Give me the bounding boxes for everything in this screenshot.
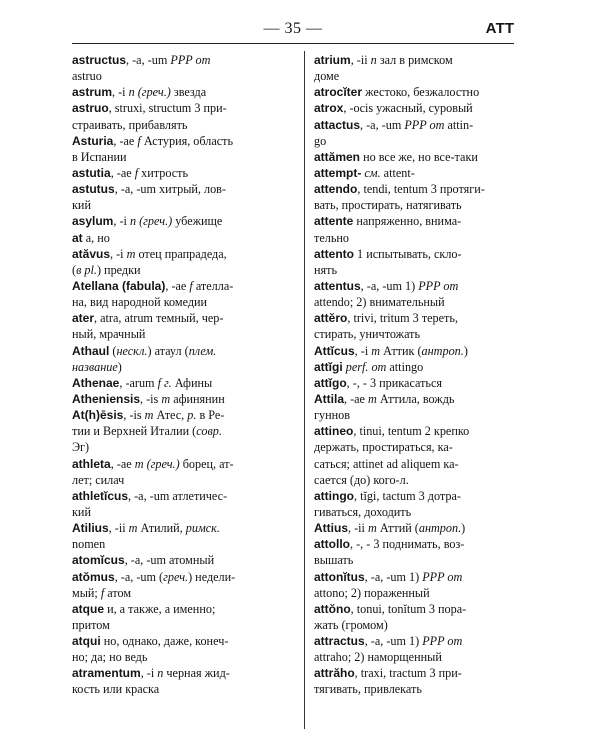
headword: Attĭcus [314, 343, 355, 358]
definition-text: , -ae [110, 165, 135, 180]
definition-text: attent- [380, 165, 415, 180]
dictionary-line [314, 149, 526, 165]
definition-text: , -ii [108, 521, 129, 536]
headword: attactus [314, 117, 361, 132]
definition-text: лет; силач [72, 472, 125, 487]
dictionary-line [314, 278, 526, 294]
grammar-label: m (греч.) [134, 456, 180, 471]
definition-text: , -a, -um хитрый, лов- [114, 182, 226, 197]
grammar-label: n [370, 53, 377, 67]
dictionary-line [72, 133, 296, 149]
definition-text: ) предки [96, 262, 141, 277]
grammar-label: римск. [185, 521, 220, 536]
definition-text: Астурия, область [140, 133, 234, 148]
dictionary-line [314, 262, 526, 278]
dictionary-line [314, 84, 526, 100]
definition-text: , -a, -um 1) [360, 278, 419, 293]
headword: atqui [72, 634, 101, 649]
dictionary-line [72, 504, 296, 520]
grammar-label: f [100, 585, 105, 600]
grammar-label: см. [364, 165, 381, 180]
dictionary-line [72, 117, 296, 133]
headword: astrum [72, 85, 113, 100]
dictionary-line [314, 68, 526, 84]
headword: asylum [72, 214, 114, 229]
dictionary-line [314, 488, 526, 504]
dictionary-line [314, 456, 526, 472]
definition-text: гуннов [314, 408, 350, 423]
definition-text: сается (до) кого-л. [314, 472, 409, 487]
header-rule [72, 43, 514, 44]
definition-text: , -a, -um [360, 117, 405, 132]
definition-text: ) [117, 359, 122, 374]
definition-text: , trivi, tritum 3 тереть, [347, 311, 458, 326]
definition-text: жать (громом) [314, 617, 388, 632]
definition-text: , tinui, tentum 2 крепко [353, 424, 470, 439]
headword: astutia [72, 165, 111, 180]
dictionary-line [72, 310, 296, 326]
grammar-label: n (греч.) [129, 214, 173, 229]
definition-text: , -a, -um атомный [124, 553, 215, 568]
definition-text: , -a, -um атлетичес- [128, 488, 228, 503]
dictionary-line [314, 181, 526, 197]
headword: Atilius [72, 521, 109, 536]
definition-text: , -a, -um 1) [364, 634, 423, 649]
headword: atomĭcus [72, 553, 125, 568]
headword: attollo [314, 537, 350, 552]
headword: atramentum [72, 666, 141, 681]
dictionary-line [72, 552, 296, 568]
definition-text: стирать, уничтожать [314, 327, 421, 342]
grammar-label: f [137, 133, 141, 148]
dictionary-line [314, 439, 526, 455]
headword: at [72, 230, 83, 245]
headword: Athaul [72, 343, 110, 358]
definition-text: убежище [172, 214, 223, 229]
dictionary-line [72, 439, 296, 455]
grammar-label: плем. [188, 343, 217, 358]
dictionary-line [314, 504, 526, 520]
dictionary-line [314, 100, 526, 116]
definition-text: , -ocis ужасный, суровый [343, 101, 473, 116]
definition-text: тельно [314, 230, 349, 245]
headword: attŏno [314, 601, 351, 616]
definition-text: на, вид народной комедии [72, 295, 208, 310]
definition-text: кость или краска [72, 682, 160, 697]
dictionary-line [314, 633, 526, 649]
definition-text: страивать, прибавлять [72, 117, 188, 132]
dictionary-line [72, 488, 296, 504]
definition-text: go [314, 133, 327, 148]
definition-text: , -, - 3 прикасаться [346, 375, 442, 390]
headword: At(h)ēsis [72, 408, 124, 423]
dictionary-line [72, 165, 296, 181]
definition-text: Афины [171, 375, 213, 390]
definition-text: держать, простираться, ка- [314, 440, 453, 455]
page-header [72, 20, 514, 42]
dictionary-line [314, 197, 526, 213]
dictionary-line [72, 407, 296, 423]
dictionary-line [72, 52, 296, 68]
dictionary-line [72, 391, 296, 407]
grammar-label: perf. от [345, 359, 387, 374]
dictionary-line [72, 536, 296, 552]
definition-text: Аттила, вождь [376, 391, 455, 406]
dictionary-line [314, 601, 526, 617]
grammar-label: m [161, 391, 171, 406]
definition-text: ателла- [192, 278, 234, 293]
headword: astructus [72, 53, 127, 67]
dictionary-line [314, 52, 526, 68]
dictionary-line [72, 423, 296, 439]
dictionary-line [314, 230, 526, 246]
definition-text: Аттий ( [376, 521, 419, 536]
dictionary-line [314, 133, 526, 149]
headword: Asturia [72, 133, 114, 148]
definition-text: Эг) [72, 440, 90, 455]
grammar-label: антроп. [418, 521, 462, 536]
definition-text: , -i [354, 343, 372, 358]
definition-text: , -ae [113, 133, 138, 148]
definition-text: афинянин [170, 391, 225, 406]
dictionary-line [72, 84, 296, 100]
dictionary-line [314, 552, 526, 568]
headword: attineo [314, 424, 354, 439]
headword: athleta [72, 456, 111, 471]
grammar-label: m [368, 391, 377, 406]
dictionary-line [72, 326, 296, 342]
dictionary-line [72, 472, 296, 488]
grammar-label: в pl. [76, 262, 97, 277]
definition-text: ный, мрачный [72, 327, 146, 342]
definition-text: саться; attinet ad aliquem ка- [314, 456, 459, 471]
grammar-label: PPP от [170, 53, 211, 67]
left-column [72, 52, 296, 698]
definition-text: , -, - 3 поднимать, воз- [350, 537, 465, 552]
headword: atrium [314, 53, 351, 67]
dictionary-line [72, 294, 296, 310]
headword: attractus [314, 634, 365, 649]
definition-text: attin- [444, 117, 474, 132]
running-head: АТТ [485, 20, 514, 37]
definition-text: , -ae [344, 391, 369, 406]
definition-text: ) недели- [188, 569, 236, 584]
definition-text: нять [314, 262, 338, 277]
headword: Atheniensis [72, 391, 141, 406]
dictionary-line [314, 310, 526, 326]
definition-text: мый; [72, 585, 101, 600]
dictionary-line [72, 246, 296, 262]
definition-text: вать, простирать, натягивать [314, 198, 462, 213]
definition-text: , -is [140, 391, 162, 406]
grammar-label: PPP от [418, 278, 459, 293]
definition-text: , -a, -um 1) [364, 569, 423, 584]
headword: attingo [314, 488, 354, 503]
definition-text: , tĭgi, tactum 3 дотра- [354, 488, 461, 503]
definition-text: жестоко, безжалостно [362, 85, 480, 100]
definition-text: , tendi, tentum 3 протяги- [357, 182, 485, 197]
definition-text: attendo; 2) внимательный [314, 295, 445, 310]
definition-text: но; да; но ведь [72, 650, 148, 665]
headword: Attius [314, 521, 348, 536]
definition-text: , -a, -um ( [114, 569, 164, 584]
dictionary-line [314, 520, 526, 536]
dictionary-line [72, 100, 296, 116]
grammar-label: n (греч.) [128, 85, 171, 100]
definition-text: , tonui, tonĭtum 3 пора- [350, 601, 467, 616]
headword: attentus [314, 278, 361, 293]
dictionary-line [72, 617, 296, 633]
grammar-label: m [367, 521, 377, 536]
dictionary-line [72, 649, 296, 665]
dictionary-line [314, 617, 526, 633]
grammar-label: PPP от [422, 569, 463, 584]
definition-text: , -i [140, 666, 158, 681]
dictionary-line [72, 665, 296, 681]
dictionary-line [72, 197, 296, 213]
grammar-label: f г. [157, 375, 172, 390]
headword: atrox [314, 101, 344, 116]
dictionary-line [314, 423, 526, 439]
dictionary-line [72, 601, 296, 617]
dictionary-line [314, 294, 526, 310]
definition-text: зал в римском [376, 53, 453, 67]
dictionary-line [314, 407, 526, 423]
dictionary-line [72, 359, 296, 375]
definition-text: но все же, но все-таки [360, 149, 478, 164]
definition-text: , -ae [165, 278, 190, 293]
definition-text: attingo [386, 359, 424, 374]
right-column [314, 52, 526, 698]
headword: attĭgi [314, 359, 343, 374]
definition-text: а, но [82, 230, 110, 245]
definition-text: тии и Верхней Италии ( [72, 424, 197, 439]
dictionary-line [314, 375, 526, 391]
dictionary-line [314, 246, 526, 262]
definition-text: борец, ат- [179, 456, 234, 471]
headword: Atellana (fabula) [72, 278, 166, 293]
grammar-label: m [371, 343, 381, 358]
dictionary-line [314, 117, 526, 133]
column-divider [304, 51, 305, 729]
grammar-label: m [128, 521, 138, 536]
definition-text: ( [72, 262, 77, 277]
definition-text: тягивать, привлекать [314, 682, 422, 697]
definition-text: , atra, atrum темный, чер- [94, 311, 224, 326]
dictionary-line [72, 633, 296, 649]
dictionary-line [72, 213, 296, 229]
definition-text: ) [463, 343, 468, 358]
dictionary-line [72, 520, 296, 536]
definition-text: звезда [170, 85, 207, 100]
headword: ater [72, 311, 95, 326]
definition-text: , -ae [110, 456, 135, 471]
dictionary-line [72, 681, 296, 697]
headword: Attila [314, 391, 344, 406]
dictionary-line [314, 213, 526, 229]
headword: astruo [72, 101, 109, 116]
headword: attempt- [314, 165, 362, 180]
dictionary-line [314, 665, 526, 681]
definition-text: притом [72, 617, 110, 632]
dictionary-line [314, 359, 526, 375]
headword: attendo [314, 182, 358, 197]
dictionary-line [72, 585, 296, 601]
grammar-label: m [144, 408, 154, 423]
dictionary-line [314, 165, 526, 181]
dictionary-line [72, 278, 296, 294]
dictionary-line [314, 536, 526, 552]
definition-text: astruo [72, 69, 102, 84]
headword: atque [72, 601, 105, 616]
dictionary-line [314, 681, 526, 697]
definition-text: , -i [113, 214, 130, 229]
dictionary-line [72, 262, 296, 278]
definition-text: , -is [123, 408, 145, 423]
page-number: — 35 — [263, 20, 323, 37]
definition-text: ) [461, 521, 466, 536]
dictionary-line [72, 68, 296, 84]
grammar-label: антроп. [421, 343, 464, 358]
definition-text: кий [72, 198, 91, 213]
definition-text: гиваться, доходить [314, 504, 412, 519]
definition-text: напряженно, внима- [353, 214, 462, 229]
definition-text: ) атаул ( [147, 343, 189, 358]
definition-text: Аттик ( [380, 343, 422, 358]
headword: athletĭcus [72, 488, 129, 503]
definition-text: Атилий, [137, 521, 186, 536]
definition-text: ( [109, 343, 117, 358]
definition-text: attraho; 2) наморщенный [314, 650, 442, 665]
definition-text: но, однако, даже, конеч- [100, 634, 229, 649]
definition-text: атом [104, 585, 132, 600]
definition-text: и, а также, а именно; [104, 601, 216, 616]
definition-text: , traxi, tractum 3 при- [354, 666, 462, 681]
headword: atăvus [72, 246, 111, 261]
definition-text: вышать [314, 553, 354, 568]
dictionary-line [314, 569, 526, 585]
definition-text: Атес, [153, 408, 188, 423]
definition-text: 1 испытывать, скло- [354, 246, 462, 261]
grammar-label: греч. [163, 569, 189, 584]
headword: Athenae [72, 375, 120, 390]
grammar-label: нескл. [116, 343, 148, 358]
grammar-label: совр. [196, 424, 222, 439]
headword: atŏmus [72, 569, 115, 584]
grammar-label: m [126, 246, 136, 261]
dictionary-line [72, 230, 296, 246]
dictionary-line [314, 649, 526, 665]
dictionary-line [314, 472, 526, 488]
headword: attămen [314, 149, 361, 164]
headword: attrăho [314, 666, 355, 681]
dictionary-line [72, 375, 296, 391]
definition-text: отец прапрадеда, [135, 246, 227, 261]
grammar-label: PPP от [404, 117, 445, 132]
dictionary-line [314, 585, 526, 601]
dictionary-line [314, 326, 526, 342]
definition-text: в Ре- [196, 408, 225, 423]
definition-text: , -ii [350, 53, 371, 67]
dictionary-line [72, 181, 296, 197]
headword: attonĭtus [314, 569, 365, 584]
grammar-label: f [189, 278, 193, 293]
headword: attento [314, 246, 354, 261]
dictionary-line [72, 149, 296, 165]
definition-text: , -i [110, 246, 127, 261]
dictionary-line [72, 343, 296, 359]
definition-text: , struxi, structum 3 при- [108, 101, 227, 116]
definition-text: attono; 2) пораженный [314, 585, 430, 600]
definition-text: в Испании [72, 149, 127, 164]
definition-text: , -ii [348, 521, 368, 536]
headword: attĭgo [314, 375, 347, 390]
headword: attente [314, 214, 354, 229]
dictionary-line [72, 569, 296, 585]
definition-text: , -a, -um [126, 53, 171, 67]
definition-text: хитрость [138, 165, 189, 180]
headword: atrocĭter [314, 85, 363, 100]
grammar-label: PPP от [422, 634, 463, 649]
grammar-label: f [134, 165, 139, 180]
dictionary-line [314, 343, 526, 359]
definition-text: черная жид- [163, 666, 230, 681]
grammar-label: n [157, 666, 164, 681]
definition-text: кий [72, 504, 91, 519]
definition-text: доме [314, 69, 340, 84]
headword: attĕro [314, 311, 348, 326]
headword: astutus [72, 182, 115, 197]
definition-text: nomen [72, 537, 106, 552]
dictionary-line [72, 456, 296, 472]
grammar-label: р. [187, 408, 197, 423]
grammar-label: название [72, 359, 118, 374]
dictionary-line [314, 391, 526, 407]
definition-text: , -arum [119, 375, 158, 390]
definition-text: , -i [112, 85, 129, 100]
